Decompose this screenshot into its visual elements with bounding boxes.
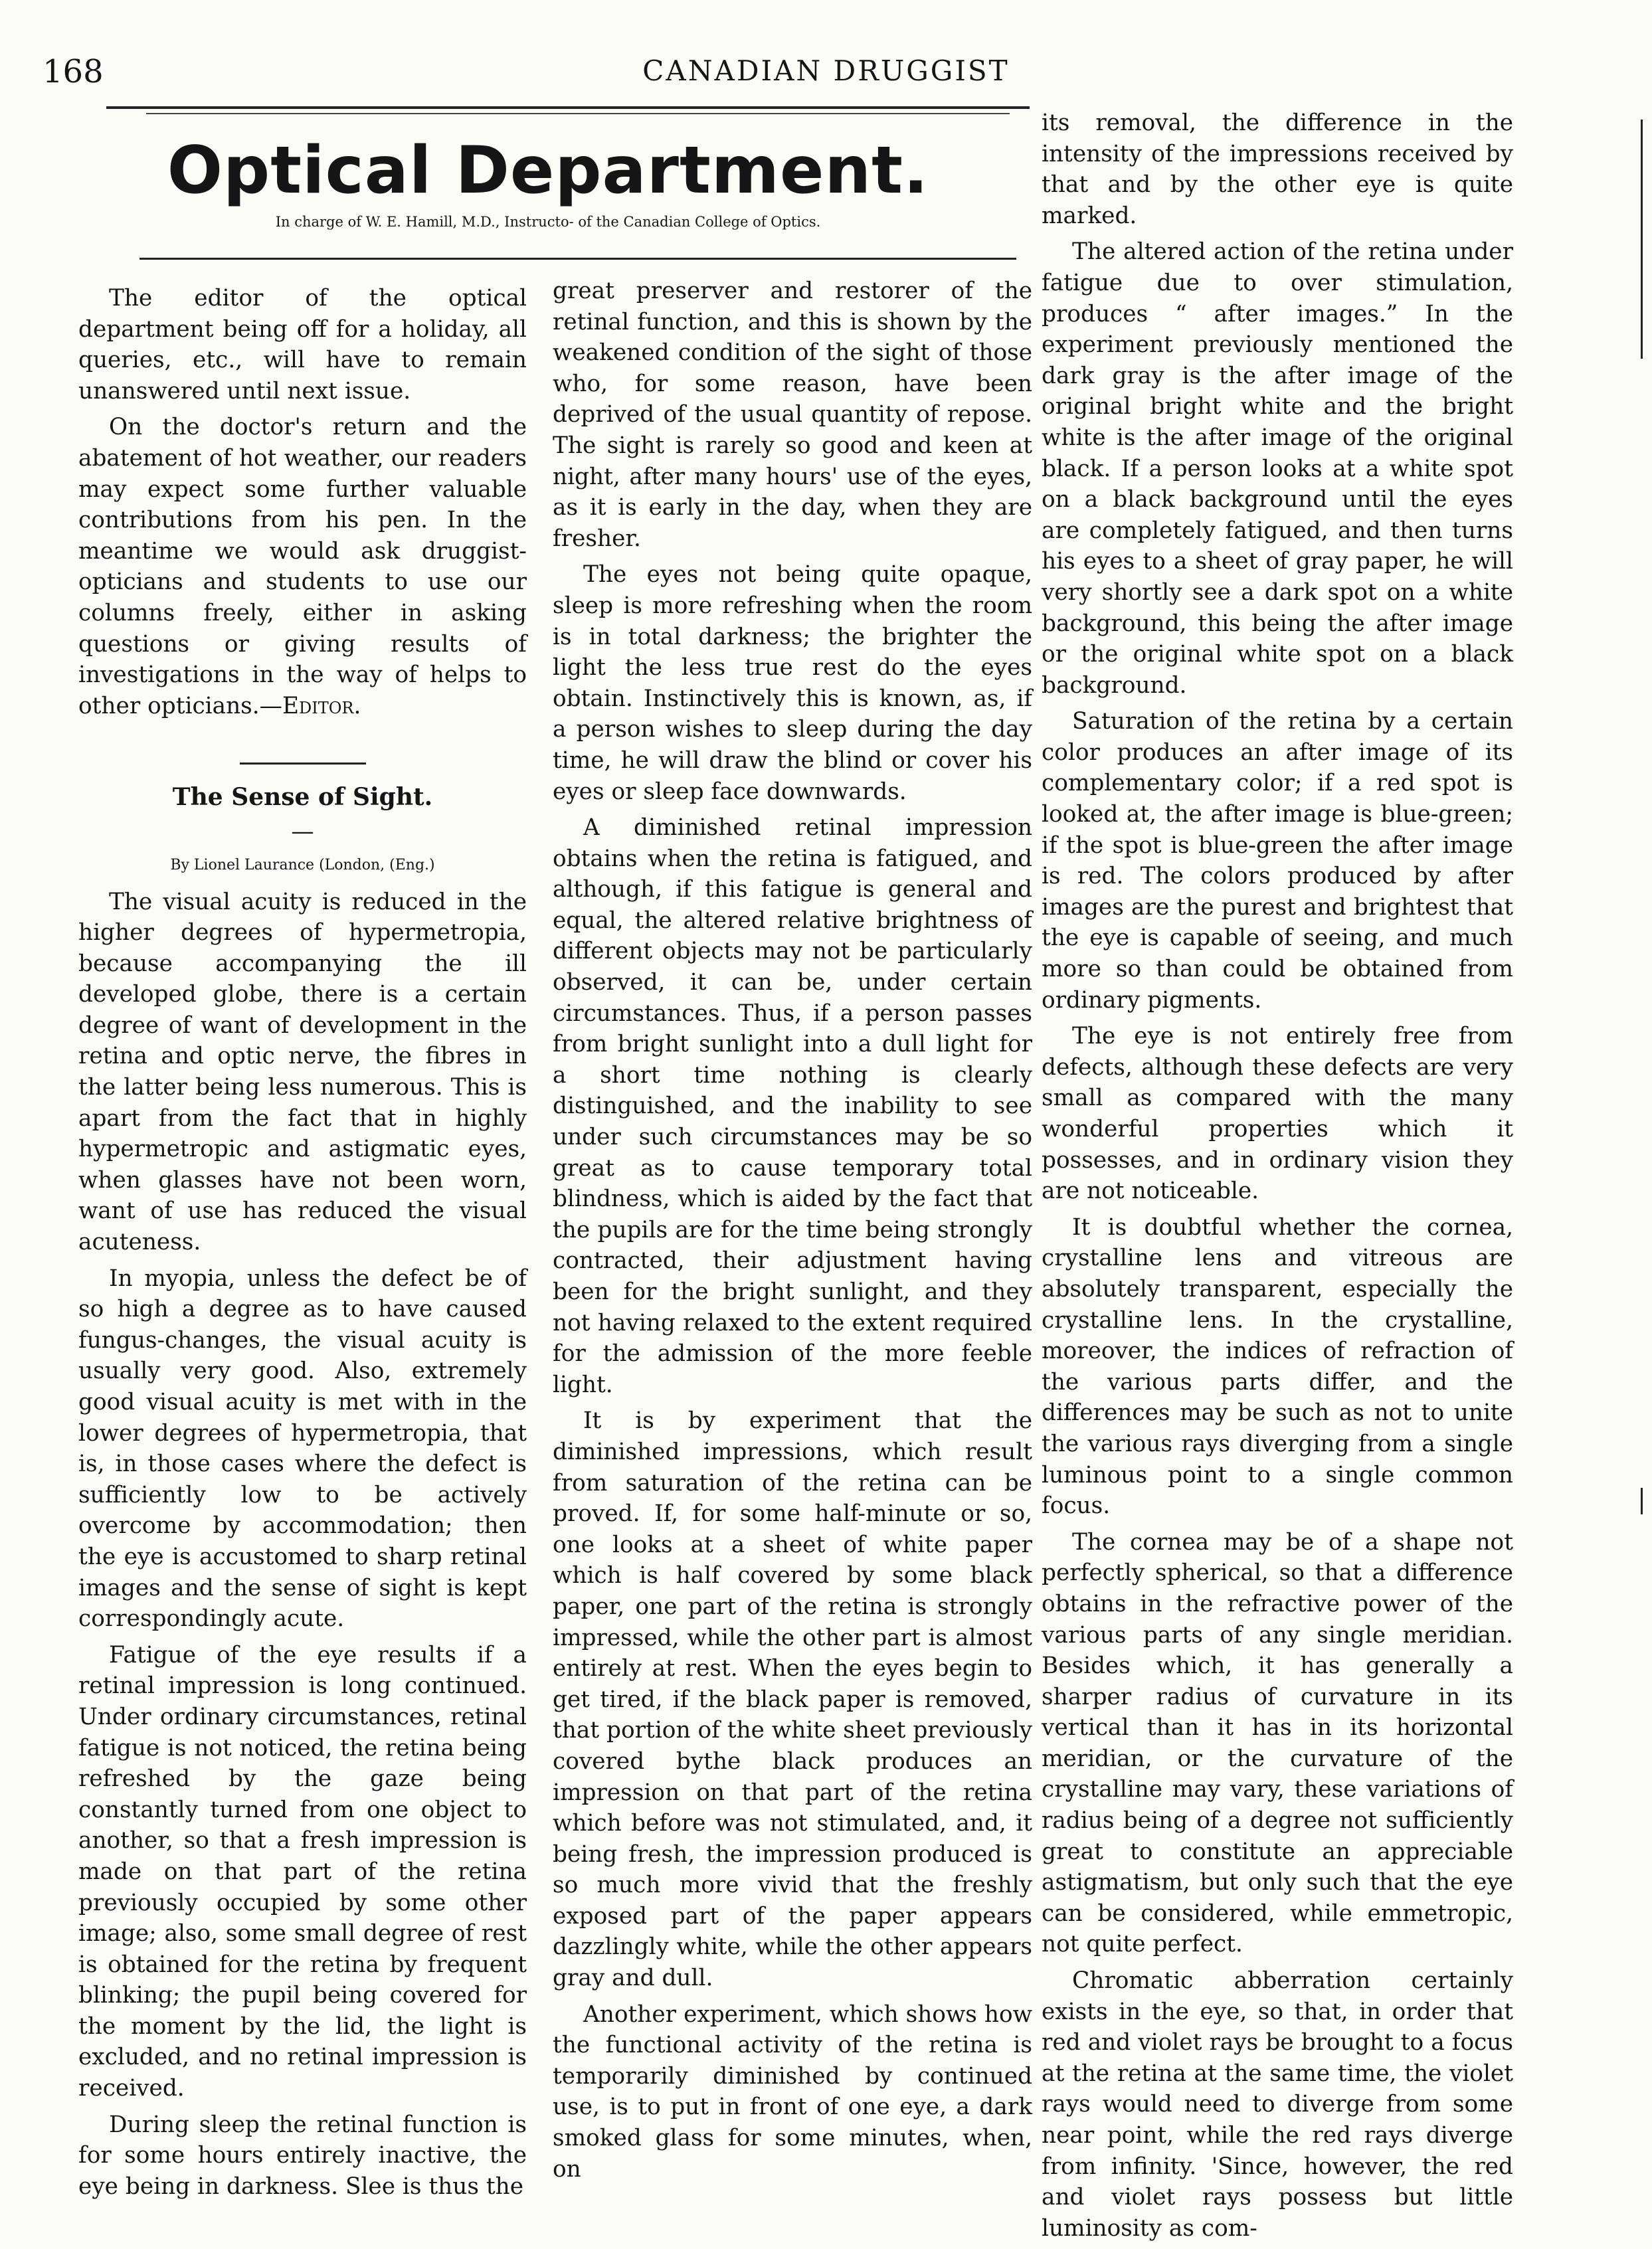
title-dash: — bbox=[291, 818, 314, 845]
article-paragraph: It is by experiment that the diminished impressions, which result from saturation of the retina can be proved. If, for some half-minute or so, one looks at a sheet of white paper which is half covered by some black paper, one part of the retina is strongly impressed, while the other part is almost entirely at rest. When the eyes begin to get tired, if the black paper is removed, that portion of the white sheet previously covered bythe black produces an impression on that part of the retina which before was not stimulated, and, it being fresh, the impression produced is so much more vivid that the freshly exposed part of the paper appears dazzlingly white, while the other appears gray and dull. bbox=[553, 1407, 1032, 1992]
article-paragraph: Chromatic abberration certainly exists in the eye, so that, in order that red and violet rays be brought to a focus at the retina at the same time, the violet rays would need to diverge from some near point, while the red rays diverge from infinity. 'Since, however, the red and violet rays possess but little luminosity as com- bbox=[1042, 1967, 1513, 2242]
column-2 bbox=[553, 276, 1032, 2190]
article-author: By Lionel Laurance (London, (Eng.) bbox=[170, 856, 435, 873]
editor-note-text: On the doctor's return and the abatement of hot weather, our readers may expect some further valuable contributions from his pen. In the meantime we would ask druggist-opticians and students to use our columns freely, either in asking questions or giving results of investigations in the way of helps to other opticians.— bbox=[78, 414, 527, 719]
article-paragraph: Fatigue of the eye results if a retinal impression is long continued. Under ordinary circumstances, retinal fatigue is not noticed, the retina being refreshed by the gaze being constantly turned from one object to another, so that a fresh impression is made on that part of the retina previously occupied by some other image; also, some small degree of rest is obtained for the retina by frequent blinking; the pupil being covered for the moment by the lid, the light is excluded, and no retinal impression is received. bbox=[78, 1641, 527, 2102]
editor-signature: Editor. bbox=[282, 692, 361, 719]
column-1 bbox=[78, 283, 527, 2207]
article-paragraph: Saturation of the retina by a certain color produces an after image of its complementary color; if a red spot is looked at, the after image is blue-green; if the spot is blue-green the after image is red. The colors produced by after images are the purest and brightest that the eye is capable of seeing, and much more so than could be obtained from ordinary pigments. bbox=[1042, 708, 1513, 1014]
article-paragraph: During sleep the retinal function is for some hours entirely inactive, the eye being in darkness. Slee is thus the bbox=[78, 2111, 527, 2200]
column-3 bbox=[1042, 108, 1513, 2249]
article-paragraph: The cornea may be of a shape not perfectly spherical, so that a difference obtains in the refractive power of the various parts of any single meridian. Besides which, it has generally a sharper radius of curvature in its vertical than it has in its horizontal meridian, or the curvature of the crystalline may vary, these variations of radius being of a degree not sufficiently great to constitute an appreciable astigmatism, but only such that the eye can be considered, while emmetropic, not quite perfect. bbox=[1042, 1528, 1513, 1958]
article-paragraph: In myopia, unless the defect be of so high a degree as to have caused fungus-changes, the visual acuity is usually very good. Also, extremely good visual acuity is met with in the lower degrees of hypermetropia, that is, in those cases where the defect is sufficiently low to be actively overcome by accommodation; then the eye is accustomed to sharp retinal images and the sense of sight is kept correspondingly acute. bbox=[78, 1265, 527, 1633]
article-paragraph: A diminished retinal impression obtains when the retina is fatigued, and although, if this fatigue is general and equal, the altered relative brightness of different objects may not be particularly observed, it can be, under certain circumstances. Thus, if a person passes from bright sunlight into a dull light for a short time nothing is clearly distinguished, and the inability to see under such circumstances may be so great as to cause temporary total blindness, which is aided by the fact that the pupils are for the time being strongly contracted, their adjustment having been for the bright sunlight, and they not having relaxed to the extent required for the admission of the more feeble light. bbox=[553, 814, 1032, 1398]
article-paragraph: The eyes not being quite opaque, sleep is more refreshing when the room is in total darkness; the brighter the light the less true rest do the eyes obtain. Instinctively this is known, as, if a person wishes to sleep during the day time, he will draw the blind or cover his eyes or sleep face downwards. bbox=[553, 561, 1032, 805]
article-paragraph: The visual acuity is reduced in the higher degrees of hypermetropia, because accompanying the ill developed globe, there is a certain degree of want of development in the retina and optic nerve, the fibres in the latter being less numerous. This is apart from the fact that in highly hypermetropic and astigmatic eyes, when glasses have not been worn, want of use has reduced the visual acuteness. bbox=[78, 888, 527, 1256]
article-title: The Sense of Sight. bbox=[172, 783, 433, 812]
title-rule bbox=[139, 258, 1016, 260]
department-title: Optical Department. bbox=[167, 133, 929, 209]
editor-note-paragraph bbox=[78, 412, 527, 721]
header-rule bbox=[106, 106, 1030, 109]
page-number: 168 bbox=[43, 53, 104, 90]
article-paragraph: great preserver and restorer of the retinal function, and this is shown by the weakened condition of the sight of those who, for some reason, have been deprived of the usual quantity of repose. The sight is rarely so good and keen at night, after many hours' use of the eyes, as it is early in the day, when they are fresher. bbox=[553, 278, 1032, 552]
running-head: CANADIAN DRUGGIST bbox=[642, 54, 1010, 87]
binding-mark bbox=[1641, 120, 1643, 359]
article-paragraph: The eye is not entirely free from defects, although these defects are very small as compared with the many wonderful properties which it possesses, and in ordinary vision they are not noticeable. bbox=[1042, 1023, 1513, 1205]
article-paragraph: its removal, the difference in the intensity of the impressions received by that and by the other eye is quite marked. bbox=[1042, 110, 1513, 229]
header-rule-thin bbox=[146, 113, 1010, 114]
section-divider bbox=[240, 763, 366, 765]
article-paragraph: It is doubtful whether the cornea, crystalline lens and vitreous are absolutely transparent, especially the crystalline lens. In the crystalline, moreover, the indices of refraction of the various parts differ, and the differences may be such as not to unite the various rays diverging from a single luminous point to a single common focus. bbox=[1042, 1214, 1513, 1520]
binding-mark bbox=[1641, 1488, 1643, 1514]
article-paragraph: Another experiment, which shows how the functional activity of the retina is temporarily diminished by continued use, is to put in front of one eye, a dark smoked glass for some minutes, when, on bbox=[553, 2001, 1032, 2183]
article-paragraph: The altered action of the retina under fatigue due to over stimulation, produces “ after images.” In the experiment previously mentioned the dark gray is the after image of the original bright white and the bright white is the after image of the original black. If a person looks at a white spot on a black background until the eyes are completely fatigued, and then turns his eyes to a sheet of gray paper, he will very shortly see a dark spot on a white background, this being the after image or the original white spot on a black background. bbox=[1042, 238, 1513, 699]
department-byline: In charge of W. E. Hamill, M.D., Instructo- of the Canadian College of Optics. bbox=[275, 214, 821, 230]
editor-note-paragraph: The editor of the optical department being off for a holiday, all queries, etc., will have to remain unanswered until next issue. bbox=[78, 285, 527, 405]
